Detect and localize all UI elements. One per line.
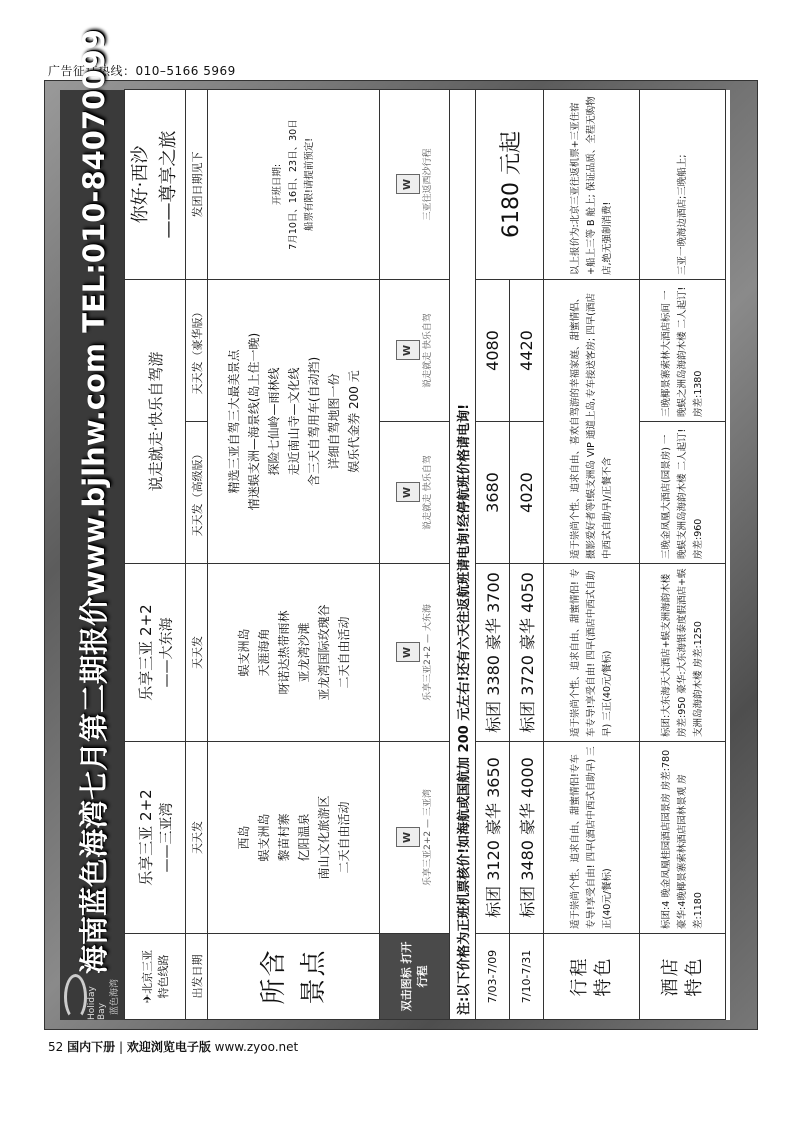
route-3-price-2: 4020 [510,422,544,564]
route-4-doc[interactable]: W 三亚往返西沙行程 [380,90,450,280]
brand-bar [60,29,124,1020]
route-1-price-2: 标团 3480 豪华 4000 [510,742,544,934]
route-3b-doc[interactable]: W 说走就走 快乐自驾 [380,280,450,422]
trip-feature-label: 行程 特色 [544,934,640,1020]
price-table [124,89,726,1020]
page-footer [48,1038,298,1055]
document-icon[interactable]: W [396,643,420,663]
route-label [125,934,186,1020]
hotel-feature-label: 酒店 特色 [640,934,726,1020]
route-3-spots: 精选三亚自驾三大最美景点 情迷蜈支洲—海景线(岛上住一晚) 探险七仙岭—雨林线 走近南山寺—文化线 含三天自驾用车(自动挡) 详细自驾地图一份 娱乐代金券 200 元 [208,280,380,564]
route-feature: 特色线路 [157,954,170,999]
route-1-doc[interactable]: W 乐享三亚2+2 — 三亚湾 [380,742,450,934]
depart-row [186,90,208,1020]
section-name: 国内下册 [67,1040,116,1054]
route-3-price-1: 3680 [476,422,510,564]
route-3-price2-1: 4080 [476,280,510,422]
route-1-depart: 天天发 [186,742,208,934]
route-2-spots: 蜈支洲岛 天涯海角 呀诺达热带雨林 亚龙湾沙滩 亚龙湾国际玫瑰谷 二天自由活动 [208,564,380,742]
route-1-feature: 适于崇尚个性、追求自由、甜蜜情侣!专车专导!享受自由! 四早(酒店中西式自助早) 三正(40元/餐标) [544,742,640,934]
open-itinerary-button[interactable]: 双击图标 打开行程 [380,934,450,1020]
wave-icon [64,974,87,1020]
route-2-hotel: 标团:大东海天大酒店+蜈支洲海韵木楼 房差:950 豪华:大东海银泰度假酒店+蜈支洲岛海韵木楼 房差:1250 [640,564,726,742]
route-1-title: 乐享三亚 2+2 ——三亚湾 [125,742,186,934]
route-1-price-1: 标团 3120 豪华 3650 [476,742,510,934]
route-3-price2-2: 4420 [510,280,544,422]
doc-row [380,90,450,1020]
logo-en: Holiday Bay [87,986,107,1020]
route-3-doc[interactable]: W 说走就走 快乐自驾 [380,422,450,564]
document-icon[interactable]: W [396,828,420,848]
route-4-depart: 发团日期见下 [186,90,208,280]
route-3-hotel: 三晚金凤凰大酒店(园景房) 一晚蜈支洲岛海韵木楼 二人起订! 房差:960 [640,422,726,564]
route-3-depart: 天天发（高级版） [186,422,208,564]
document-icon[interactable]: W [396,483,420,503]
route-4-hotel: 三亚一晚海边酒店;三晚船上; [640,90,726,280]
page-number: 52 [48,1040,64,1054]
route-2-feature: 适于崇尚个性、追求自由、甜蜜情侣! 专车专导!享受自由! 四早(酒店中西式自助早) 三正(40元/餐标) [544,564,640,742]
route-4-price: 6180 元起 [476,90,544,280]
route-2-depart: 天天发 [186,564,208,742]
hotline-header: 广告征订热线：010–5166 5969 [48,64,236,78]
route-4-title: 你好·西沙 ——尊享之旅 [125,90,186,280]
route-4-feature: 以上报价为:北京三亚往返机票+三亚住宿+船上三等 B 舱上; 保证品质、全程无购物店,绝无强制消费! [544,90,640,280]
feature-row [544,90,640,1020]
route-from: ✈北京三亚 [141,949,154,1004]
route-1-hotel: 标团:4 晚金凤凰桂园酒店园景房 房差:780 豪华:4晚椰景寨索林酒店园林景观 房差:1180 [640,742,726,934]
route-2-title: 乐享三亚 2+2 ——大东海 [125,564,186,742]
route-1-spots: 西岛 蜈支洲岛 黎苗村寨 亿阳温泉 南山文化旅游区 二天自由活动 [208,742,380,934]
date-row-2: 7/10-7/31 [510,934,544,1020]
footer-separator: | [118,1040,123,1054]
notice-row [450,90,476,1020]
footer-tagline: 欢迎浏览电子版 [126,1040,211,1054]
document-icon[interactable]: W [396,175,420,195]
price-notice: 注:以下价格为正班机票核价!如海航或国航加 200 元左右!还有六天往返航班请电询!经停航班价格请电询! [450,90,476,1020]
logo-cn: 蓝色海湾 [110,979,120,1016]
spots-label: 所含景点 [208,934,380,1020]
spots-row [208,90,380,1020]
route-3-feature: 适于崇尚个性、追求自由、喜欢自驾游的幸福家庭、甜蜜情侣、摄影爱好者等!蜈支洲岛 VIP 通道上岛,专车接送客房; 四早(酒店中西式自助早)/正餐不含 [544,280,640,564]
footer-url[interactable]: www.zyoo.net [214,1040,299,1054]
hotel-row [640,90,726,1020]
depart-label: 出发日期 [186,934,208,1020]
route-4-dates: 开班日期: 7月10日、16日、23日、30日 船票有限!请提前预定! [208,90,380,280]
route-2-price-1: 标团 3380 豪华 3700 [476,564,510,742]
route-title-row [125,90,186,1020]
route-3-depart2: 天天发（豪华版） [186,280,208,422]
price-row-1 [476,90,510,1020]
date-row-1: 7/03-7/09 [476,934,510,1020]
logo [64,974,120,1020]
route-3-hotel2: 三晚椰景寨索林大酒店标间 一晚蜈之洲岛海韵木楼 二人起订! 房差:1380 [640,280,726,422]
route-3-title: 说走就走·快乐自驾游 [125,280,186,564]
route-2-price-2: 标团 3720 豪华 4050 [510,564,544,742]
brand-title: 海南蓝色海湾七月第二期报价www.bjlhw.com TEL:010-84070099 [76,29,111,974]
route-2-doc[interactable]: W 乐享三亚2+2 — 大东海 [380,564,450,742]
document-icon[interactable]: W [396,341,420,361]
price-sheet [124,90,730,1020]
